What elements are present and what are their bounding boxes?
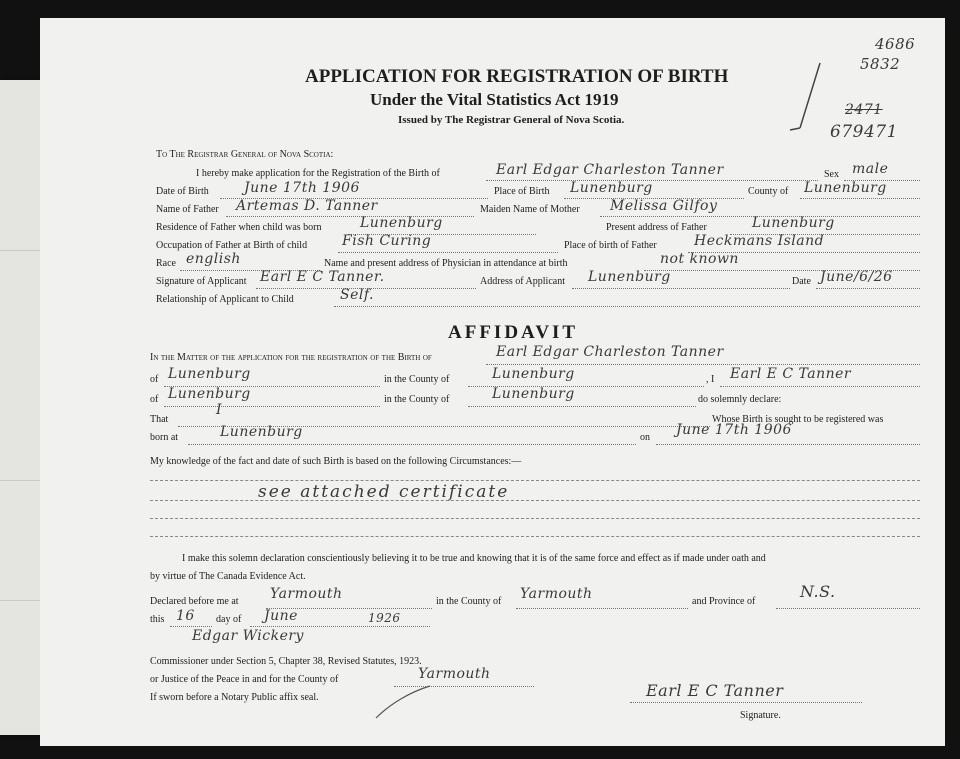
rule (150, 480, 920, 481)
in-county-label: in the County of (384, 374, 450, 385)
to-registrar: To The Registrar General of Nova Scotia: (156, 149, 334, 160)
declared-place-value: Yarmouth (270, 586, 343, 602)
present-address-father-value: Lunenburg (752, 215, 835, 231)
physician-label: Name and present address of Physician in attendance at birth (324, 258, 568, 269)
signature-applicant-label: Signature of Applicant (156, 276, 247, 287)
rule (188, 444, 636, 445)
county-label: County of (748, 186, 789, 197)
of-label: of (150, 394, 159, 405)
mother-label: Maiden Name of Mother (480, 204, 580, 215)
rule (516, 608, 688, 609)
residence-father-value: Lunenburg (360, 215, 443, 231)
affidavit-heading: AFFIDAVIT (448, 322, 579, 343)
present-address-father-label: Present address of Father (606, 222, 707, 233)
on-label: on (640, 432, 650, 443)
justice-county-value: Yarmouth (418, 666, 491, 682)
race-value: english (186, 251, 241, 267)
relationship-value: Self. (340, 287, 374, 303)
rule (816, 288, 920, 289)
affidavit-matter: In the Matter of the application for the registration of the Birth of (150, 352, 432, 363)
in-county-label: in the County of (384, 394, 450, 405)
declaration-text: I make this solemn declaration conscientiously believing it to be true and knowing that it is of the same force and effect as if made under oath and (182, 553, 766, 564)
affidavit-child-name: Earl Edgar Charleston Tanner (496, 344, 724, 360)
rule (334, 306, 920, 307)
rule (800, 198, 920, 199)
form-subtitle: Under the Vital Statistics Act 1919 (370, 90, 619, 109)
commissioner-signature: Edgar Wickery (192, 628, 304, 644)
county-value: Lunenburg (804, 180, 887, 196)
father-label: Name of Father (156, 204, 219, 215)
notary-text: If sworn before a Notary Public affix seal. (150, 692, 319, 703)
comma-i-label: , I (706, 374, 715, 385)
birth-registration-form (40, 18, 945, 746)
declaration-text: by virtue of The Canada Evidence Act. (150, 571, 306, 582)
mother-value: Melissa Gilfoy (610, 198, 718, 214)
year-value: 1926 (368, 611, 401, 625)
county-value: Lunenburg (492, 366, 575, 382)
in-county-label: in the County of (436, 596, 502, 607)
knowledge-text: My knowledge of the fact and date of such Birth is based on the following Circumstances:— (150, 456, 522, 467)
signature-label: Signature. (740, 710, 781, 721)
date-of-birth-label: Date of Birth (156, 186, 209, 197)
occupation-father-value: Fish Curing (342, 233, 432, 249)
address-applicant-value: Lunenburg (588, 269, 671, 285)
birthplace-father-label: Place of birth of Father (564, 240, 657, 251)
declared-county-value: Yarmouth (520, 586, 593, 602)
on-value: June 17th 1906 (676, 422, 792, 438)
corner-pen-stroke (780, 58, 830, 148)
province-label: and Province of (692, 596, 756, 607)
born-at-value: Lunenburg (220, 424, 303, 440)
month-value: June (264, 608, 298, 624)
declarant-value: Earl E C Tanner (730, 366, 852, 382)
this-label: this (150, 614, 165, 625)
place-of-birth-value: Lunenburg (570, 180, 653, 196)
day-value: 16 (176, 608, 195, 624)
date-value: June/6/26 (820, 269, 893, 285)
that-value: I (216, 402, 223, 418)
rule (572, 288, 790, 289)
application-intro: I hereby make application for the Registration of the Birth of (196, 168, 440, 179)
sex-label: Sex (824, 169, 839, 180)
commissioner-text: Commissioner under Section 5, Chapter 38, Revised Statutes, 1923. (150, 656, 422, 667)
place-of-birth-label: Place of Birth (494, 186, 550, 197)
declarant-signature: Earl E C Tanner (646, 681, 784, 700)
occupation-father-label: Occupation of Father at Birth of child (156, 240, 308, 251)
day-of-label: day of (216, 614, 242, 625)
rule (776, 608, 920, 609)
that-label: That (150, 414, 169, 425)
signature-applicant-value: Earl E C Tanner. (260, 269, 385, 285)
residence-father-label: Residence of Father when child was born (156, 222, 322, 233)
father-value: Artemas D. Tanner (236, 198, 378, 214)
born-at-label: born at (150, 432, 179, 443)
rule (656, 444, 920, 445)
rule (150, 518, 920, 519)
rule (720, 386, 920, 387)
corner-note-struck: 2471 (845, 102, 883, 118)
date-of-birth-value: June 17th 1906 (244, 180, 360, 196)
rule (170, 626, 212, 627)
address-applicant-label: Address of Applicant (480, 276, 565, 287)
relationship-label: Relationship of Applicant to Child (156, 294, 294, 305)
whose-birth-label: Whose Birth is sought to be registered was (712, 414, 884, 425)
province-value: N.S. (800, 582, 836, 601)
rule (468, 406, 696, 407)
corner-note: 4686 (875, 35, 916, 53)
rule (250, 626, 430, 627)
physician-value: not known (660, 251, 739, 267)
county-value: Lunenburg (492, 386, 575, 402)
pen-stroke (370, 682, 450, 722)
birthplace-father-value: Heckmans Island (694, 233, 825, 249)
rule (150, 536, 920, 537)
race-label: Race (156, 258, 176, 269)
corner-note: 5832 (860, 55, 901, 73)
issued-by: Issued by The Registrar General of Nova Scotia. (398, 114, 625, 126)
of-value: Lunenburg (168, 386, 251, 402)
rule (486, 364, 920, 365)
rule (630, 702, 862, 703)
child-name-value: Earl Edgar Charleston Tanner (496, 162, 724, 178)
date-label: Date (792, 276, 811, 287)
form-title: APPLICATION FOR REGISTRATION OF BIRTH (305, 66, 729, 87)
of-value: Lunenburg (168, 366, 251, 382)
registration-number: 679471 (830, 122, 898, 142)
declare-label: do solemnly declare: (698, 394, 782, 405)
declared-label: Declared before me at (150, 596, 239, 607)
circumstances-value: see attached certificate (258, 482, 510, 502)
rule (164, 406, 380, 407)
justice-text: or Justice of the Peace in and for the County of (150, 674, 339, 685)
rule (338, 252, 558, 253)
of-label: of (150, 374, 159, 385)
sex-value: male (852, 161, 889, 177)
